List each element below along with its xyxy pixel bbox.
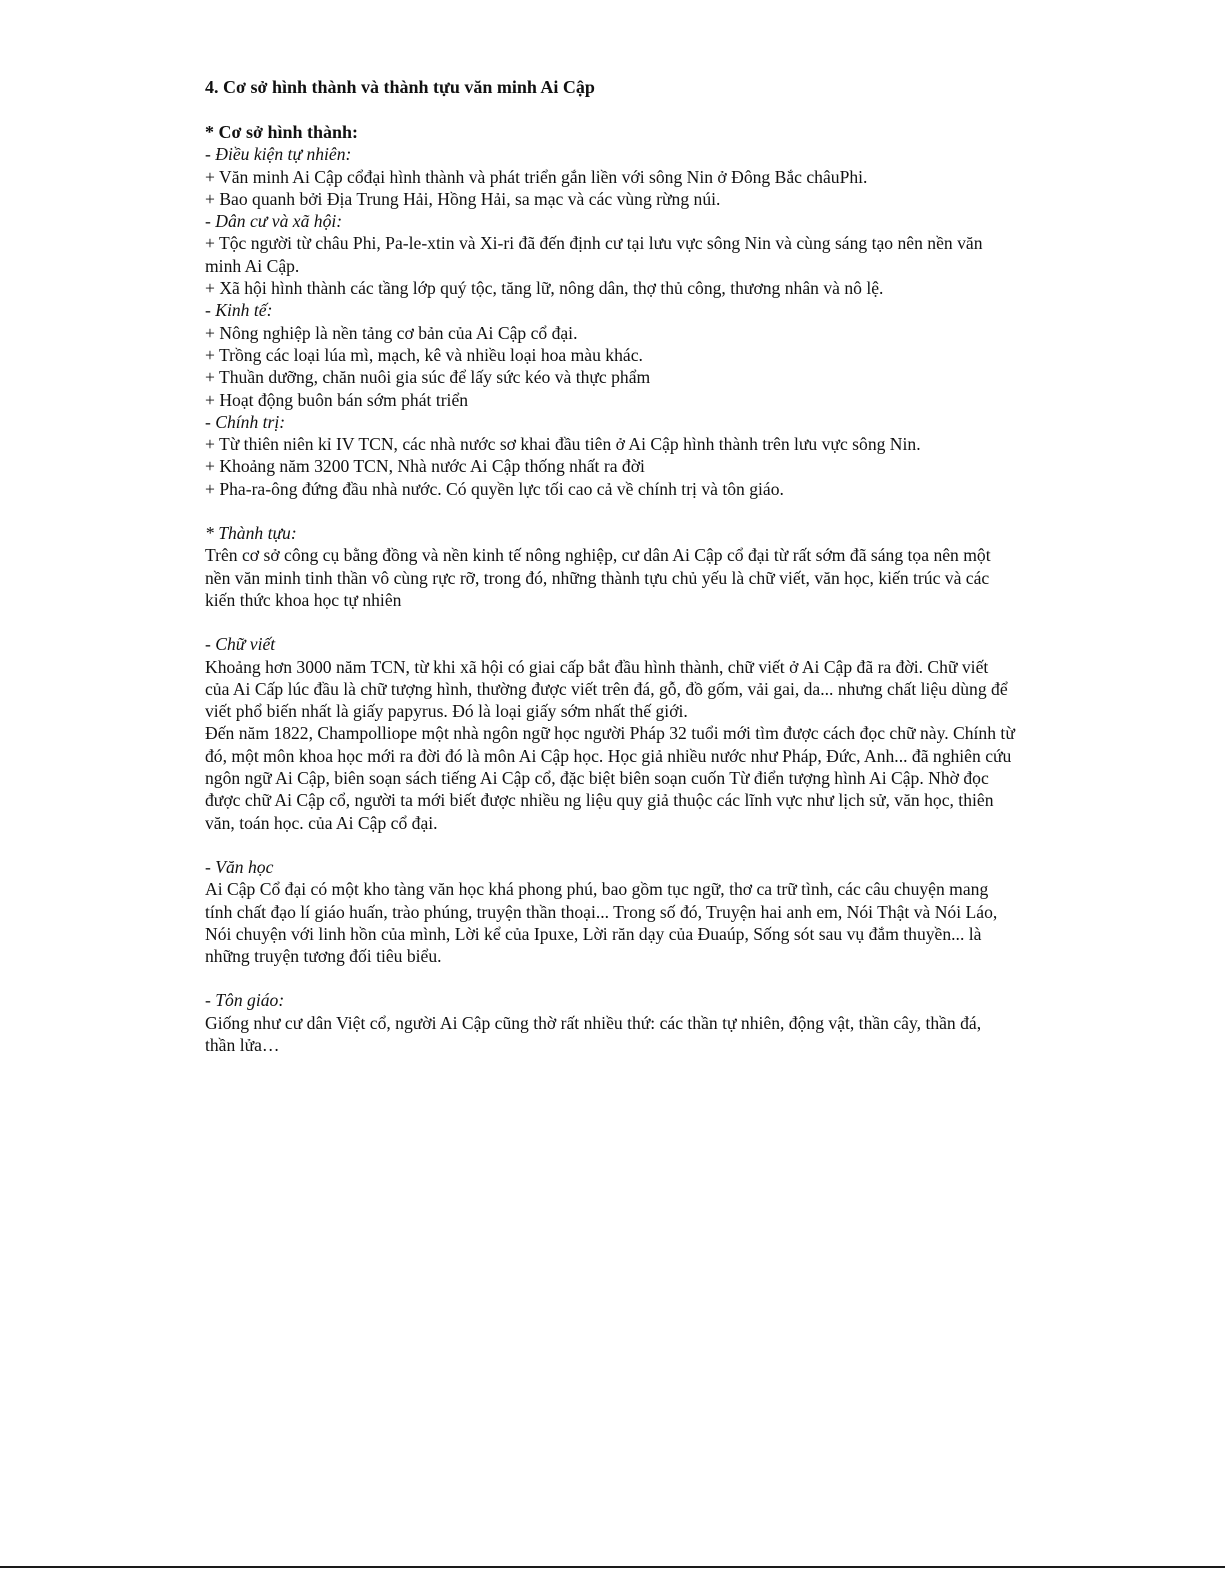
religion-paragraph: Giống như cư dân Việt cổ, người Ai Cập cũng thờ rất nhiều thứ: các thần tự nhiên, động vật, thần cây, thần đá, thần lửa… [205,1012,982,1055]
document-title: 4. Cơ sở hình thành và thành tựu văn minh Ai Cập [205,77,595,97]
achievements-heading: * Thành tựu: [205,523,297,544]
economy-item: + Thuần dưỡng, chăn nuôi gia súc để lấy sức kéo và thực phẩm [205,367,651,388]
society-item: + Tộc người từ châu Phi, Pa-le-xtin và Xi-ri đã đến định cư tại lưu vực sông Nin và cùng sáng tạo nên nền văn minh Ai Cập. [205,233,983,276]
religion-label: - Tôn giáo: [205,990,285,1011]
literature-paragraph: Ai Cập Cổ đại có một kho tàng văn học khá phong phú, bao gồm tục ngữ, thơ ca trữ tình, các câu chuyện mang tính chất đạo lí giáo huấn, trào phúng, truyện thần thoại... Trong số đó, Truyện hai anh em, Nói Thật và Nói Láo, Nói chuyện với linh hồn của mình, Lời kể của Ipuxe, Lời răn dạy của Đuaúp, Sống sót sau vụ đắm thuyền... là những truyện tương đối tiêu biểu. [205,879,998,967]
foundation-heading: * Cơ sở hình thành: [205,122,358,142]
natural-item: + Bao quanh bởi Địa Trung Hải, Hồng Hải, sa mạc và các vùng rừng núi. [205,188,721,209]
politics-item: + Pha-ra-ông đứng đầu nhà nước. Có quyền lực tối cao cả về chính trị và tôn giáo. [205,478,784,499]
society-item: + Xã hội hình thành các tầng lớp quý tộc, tăng lữ, nông dân, thợ thủ công, thương nhân và nô lệ. [205,278,884,299]
page-bottom-rule [0,1566,1225,1568]
writing-paragraph-1: Khoảng hơn 3000 năm TCN, từ khi xã hội có giai cấp bắt đầu hình thành, chữ viết ở Ai Cập đã ra đời. Chữ viết của Ai Cấp lúc đầu là chữ tượng hình, thường được viết trên đá, gỗ, đồ gốm, vải gai, da... nhưng chất liệu dùng để viết phổ biến nhất là giấy papyrus. Đó là loại giấy sớm nhất thế giới. [205,656,1008,722]
economy-item: + Trồng các loại lúa mì, mạch, kê và nhiều loại hoa màu khác. [205,344,643,365]
achievements-intro: Trên cơ sở công cụ bằng đồng và nền kinh tế nông nghiệp, cư dân Ai Cập cổ đại từ rất sớm đã sáng tọa nên một nền văn minh tinh thần vô cùng rực rỡ, trong đó, những thành tựu chủ yếu là chữ viết, văn học, kiến trúc và các kiến thức khoa học tự nhiên [205,545,991,610]
natural-label: - Điều kiện tự nhiên: [205,144,352,165]
document-page [205,76,1015,1056]
writing-label: - Chữ viết [205,634,276,655]
economy-label: - Kinh tế: [205,300,273,321]
politics-item: + Khoảng năm 3200 TCN, Nhà nước Ai Cập thống nhất ra đời [205,456,645,477]
politics-item: + Từ thiên niên kỉ IV TCN, các nhà nước sơ khai đầu tiên ở Ai Cập hình thành trên lưu vực sông Nin. [205,434,921,455]
literature-label: - Văn học [205,856,274,877]
society-label: - Dân cư và xã hội: [205,211,343,232]
economy-item: + Hoạt động buôn bán sớm phát triển [205,389,469,410]
writing-paragraph-2: Đến năm 1822, Champolliope một nhà ngôn ngữ học người Pháp 32 tuổi mới tìm được cách đọc chữ này. Chính từ đó, một môn khoa học mới ra đời đó là môn Ai Cập học. Học giả nhiều nước như Pháp, Đức, Anh... đã nghiên cứu ngôn ngữ Ai Cập, biên soạn sách tiếng Ai Cập cổ, đặc biệt biên soạn cuốn Từ điển tượng hình Ai Cập. Nhờ đọc được chữ Ai Cập cổ, người ta mới biết được nhiều ng liệu quy giả thuộc các lĩnh vực như lịch sử, văn học, thiên văn, toán học. của Ai Cập cổ đại. [205,723,1015,833]
politics-label: - Chính trị: [205,411,286,432]
natural-item: + Văn minh Ai Cập cổđại hình thành và phát triển gắn liền với sông Nin ở Đông Bắc châuPhi. [205,166,868,187]
economy-item: + Nông nghiệp là nền tảng cơ bản của Ai Cập cổ đại. [205,322,578,343]
